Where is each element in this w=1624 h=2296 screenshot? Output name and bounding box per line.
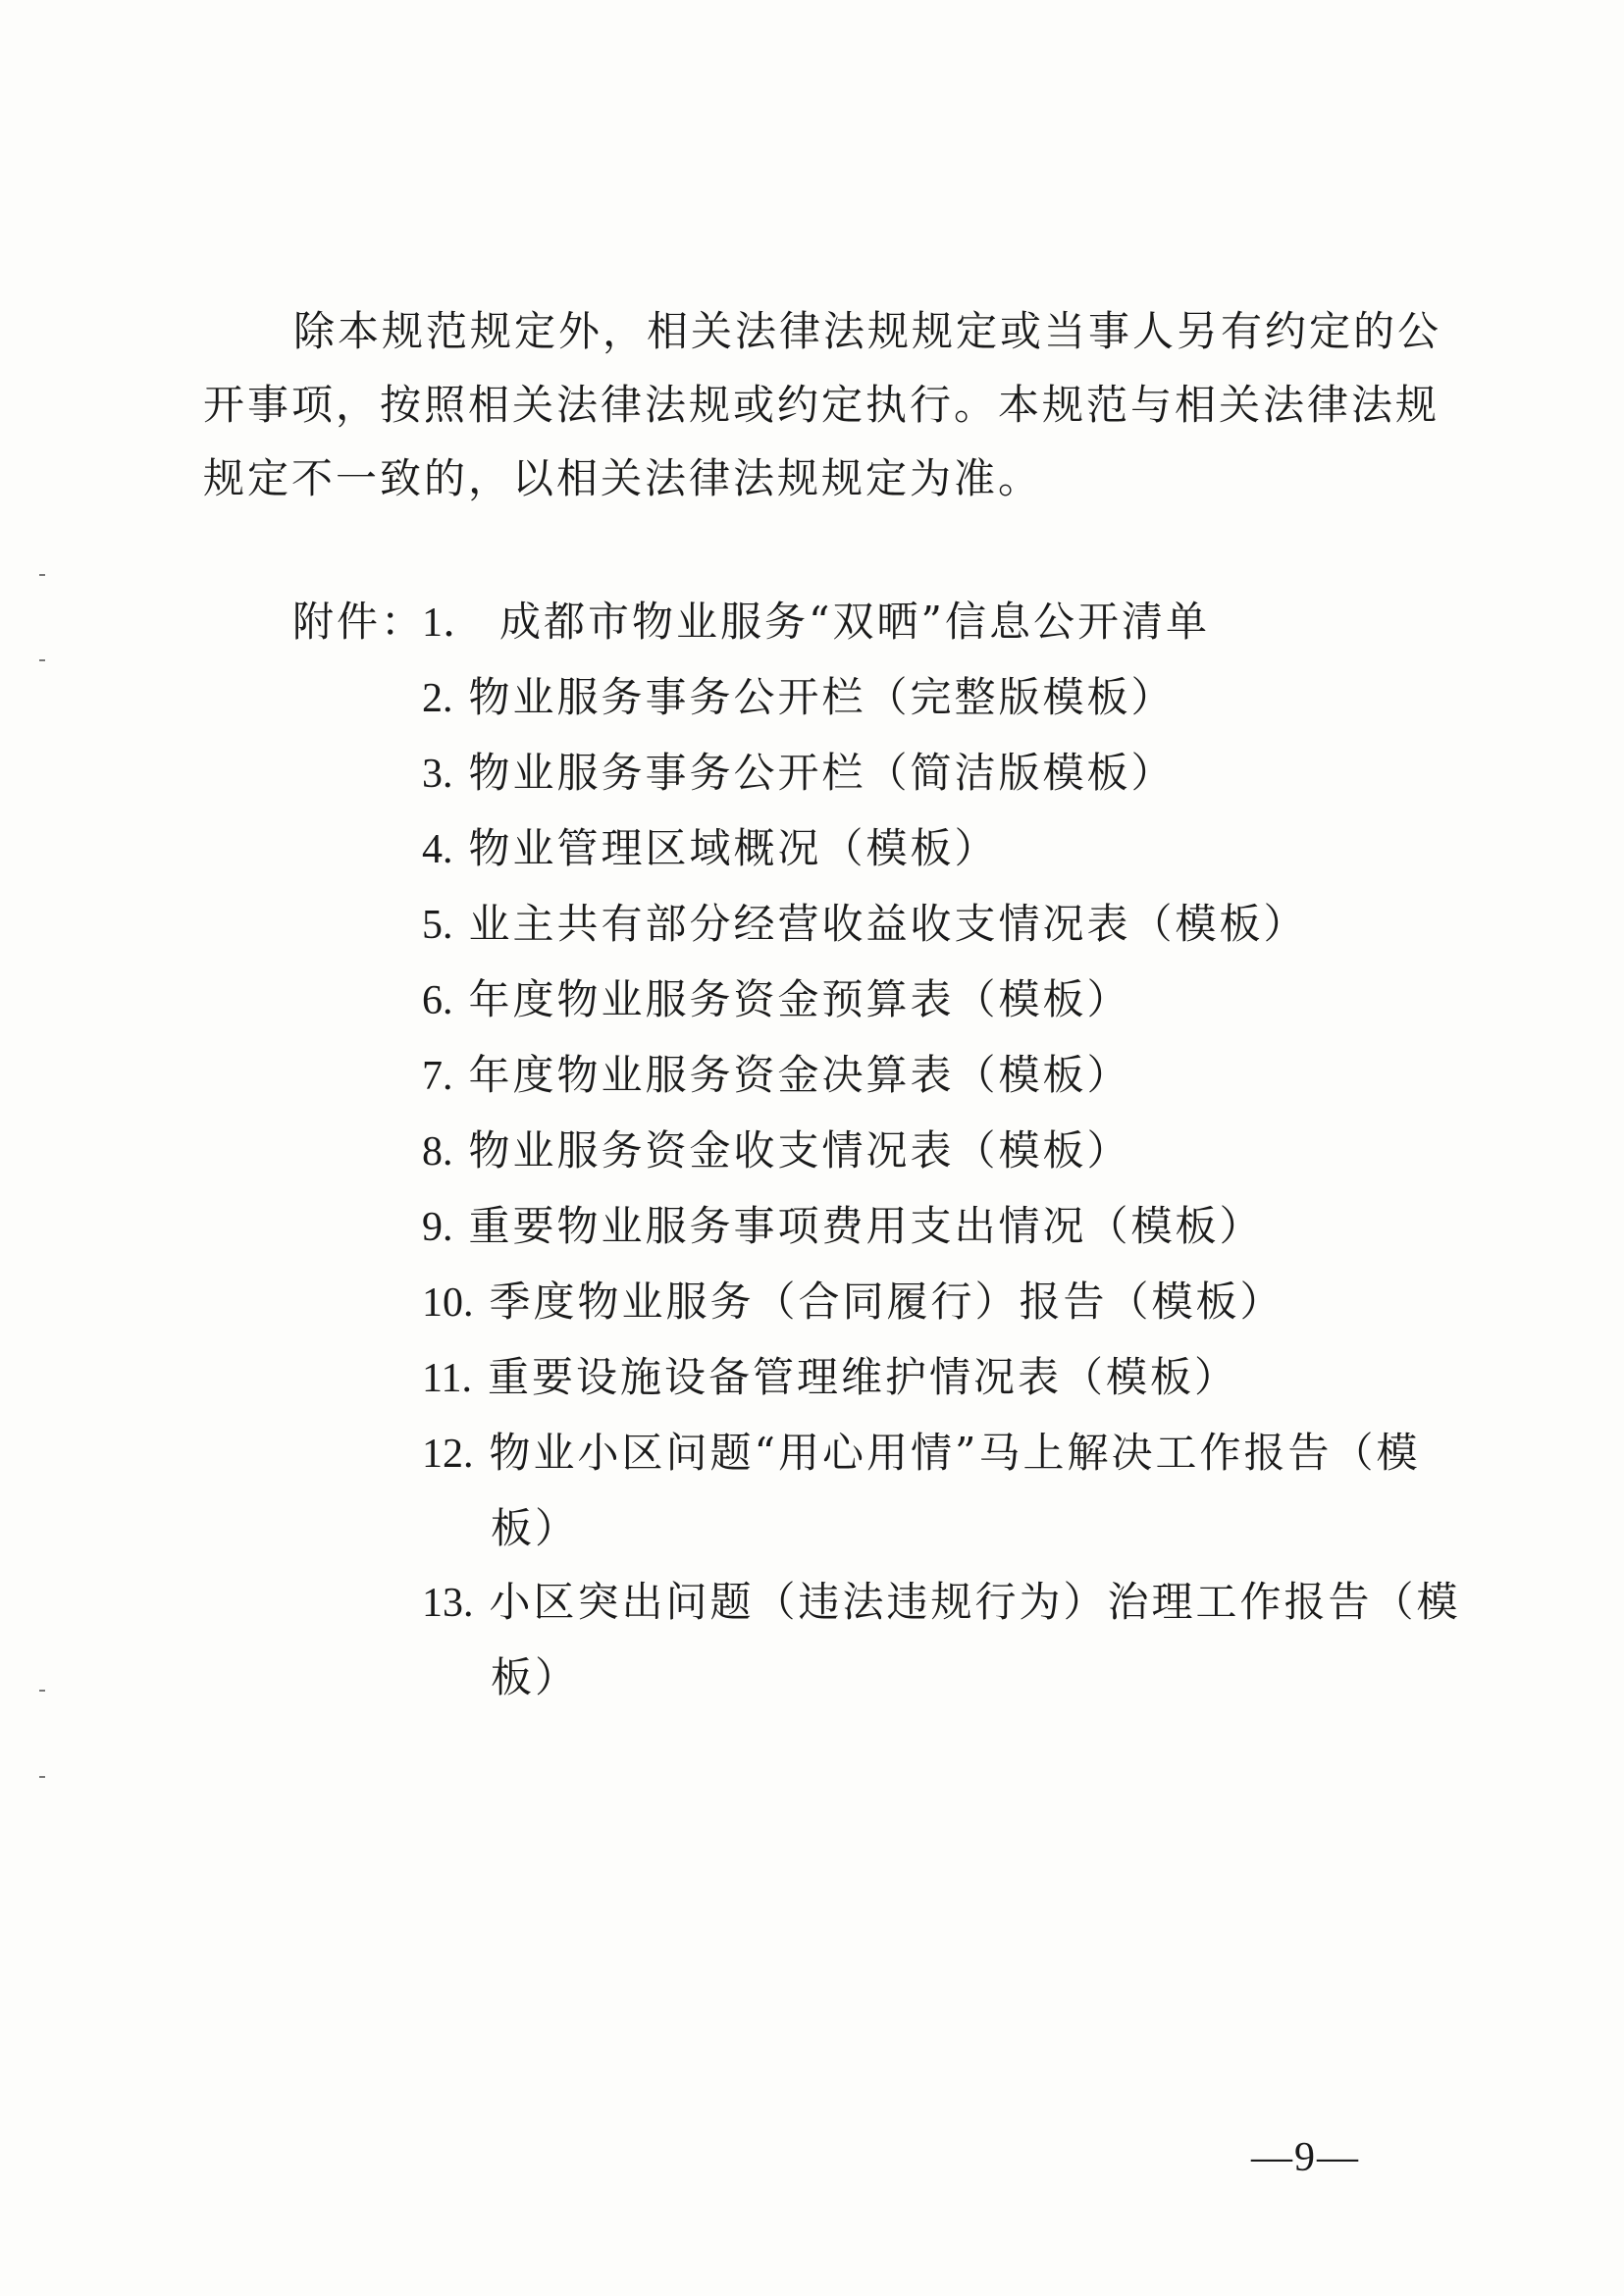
- attachment-number: 5.: [422, 903, 453, 948]
- attachment-item: [422, 1265, 1413, 1340]
- attachment-title: 重要设施设备管理维护情况表（模板）: [487, 1353, 1238, 1401]
- scan-mark: [39, 574, 45, 576]
- page-number: —9—: [1251, 2135, 1360, 2180]
- attachment-title: 年度物业服务资金决算表（模板）: [468, 1051, 1131, 1099]
- attachment-item: [422, 963, 1413, 1038]
- attachment-title: 成都市物业服务“双晒”信息公开清单: [499, 598, 1210, 646]
- attachment-item: [422, 887, 1413, 963]
- attachment-title: 业主共有部分经营收益收支情况表（模板）: [468, 900, 1308, 948]
- attachment-number: 10.: [422, 1280, 474, 1326]
- attachment-title: 物业服务资金收支情况表（模板）: [468, 1126, 1131, 1174]
- attachment-item: [422, 1340, 1413, 1416]
- paragraph-line: 规定不一致的，以相关法律法规规定为准。: [203, 454, 1043, 502]
- attachments-label: 附件：: [292, 598, 426, 646]
- attachment-item: [422, 1416, 1421, 1565]
- attachment-item: [422, 1565, 1461, 1714]
- scan-mark: [39, 1776, 45, 1778]
- attachment-number: 2.: [422, 676, 453, 721]
- attachment-item: [422, 585, 1413, 660]
- attachment-item: [422, 1038, 1413, 1114]
- attachment-title: 物业小区问题“用心用情”马上解决工作报告（模: [489, 1429, 1421, 1477]
- attachment-number: 6.: [422, 978, 453, 1023]
- attachment-number: 4.: [422, 827, 453, 872]
- attachment-item: [422, 1114, 1413, 1189]
- paragraph-line: 除本规范规定外，相关法律法规规定或当事人另有约定的公: [293, 307, 1442, 355]
- attachment-item: [422, 811, 1413, 887]
- attachment-title: 物业管理区域概况（模板）: [468, 824, 999, 872]
- attachment-title: 年度物业服务资金预算表（模板）: [468, 975, 1131, 1023]
- attachment-item: [422, 736, 1413, 811]
- body-paragraph: [203, 294, 1442, 515]
- attachment-number: 13.: [422, 1581, 474, 1626]
- attachment-title: 重要物业服务事项费用支出情况（模板）: [468, 1202, 1264, 1250]
- attachment-title-continuation: 板）: [491, 1504, 580, 1552]
- attachment-title: 小区突出问题（违法违规行为）治理工作报告（模: [489, 1578, 1461, 1626]
- paragraph-line: 开事项，按照相关法律法规或约定执行。本规范与相关法律法规: [203, 381, 1441, 429]
- attachment-number: 12.: [422, 1432, 474, 1477]
- attachment-number: 3.: [422, 752, 453, 797]
- attachment-title-continuation: 板）: [491, 1653, 580, 1701]
- attachment-title: 物业服务事务公开栏（完整版模板）: [468, 673, 1176, 721]
- scan-mark: [39, 659, 45, 661]
- attachments-list: [422, 585, 1461, 1714]
- attachment-number: 7.: [422, 1054, 453, 1099]
- scan-mark: [39, 1690, 45, 1692]
- attachment-title: 物业服务事务公开栏（简洁版模板）: [468, 749, 1176, 797]
- attachment-number: 8.: [422, 1129, 453, 1174]
- attachment-number: 9.: [422, 1205, 453, 1250]
- attachment-title: 季度物业服务（合同履行）报告（模板）: [489, 1278, 1284, 1326]
- attachment-item: [422, 660, 1413, 736]
- attachment-number: 1．: [422, 600, 485, 646]
- attachment-number: 11.: [422, 1356, 472, 1401]
- attachment-item: [422, 1189, 1413, 1265]
